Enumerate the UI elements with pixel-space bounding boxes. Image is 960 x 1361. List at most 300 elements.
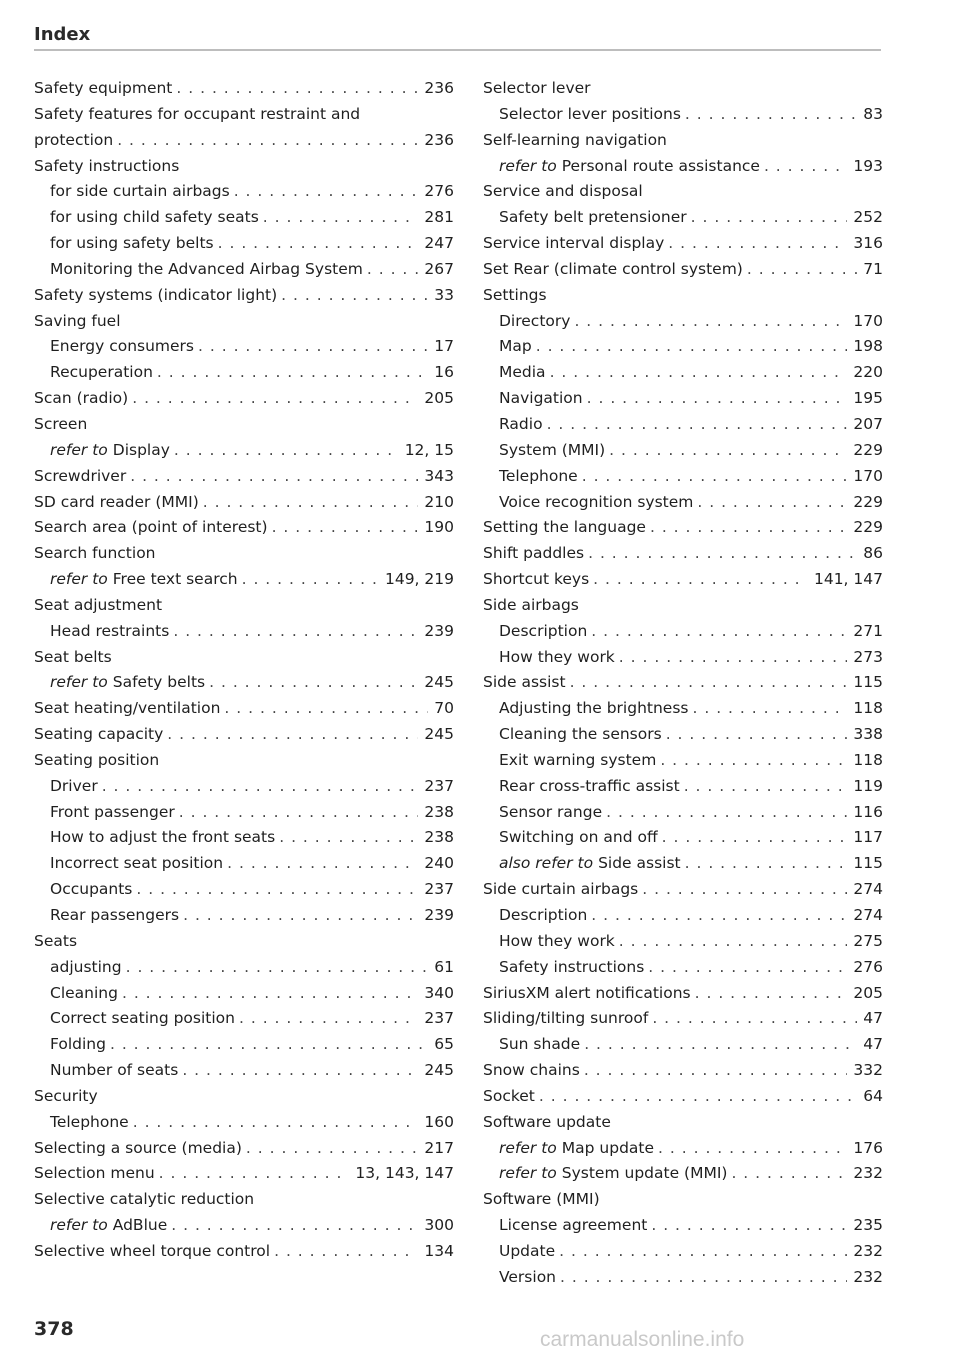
- index-entry-term: Free text search: [112, 570, 238, 589]
- index-entry-term: Seat heating/ventilation: [34, 699, 221, 718]
- dot-leader: [588, 541, 857, 567]
- index-entry-pages: 238: [424, 828, 454, 847]
- index-entry-term: Seating position: [34, 750, 160, 769]
- index-entry-reference: refer to: [499, 156, 557, 175]
- dot-leader: [570, 670, 848, 696]
- index-entry-term: Screen: [34, 414, 88, 433]
- index-entry-pages: 116: [853, 802, 883, 821]
- index-entry: [483, 696, 883, 722]
- index-entry-term: Navigation: [499, 389, 583, 408]
- dot-leader: [666, 722, 848, 748]
- index-entry: [483, 1032, 883, 1058]
- index-entry: [34, 1032, 454, 1058]
- index-entry-reference: refer to: [499, 1164, 557, 1183]
- index-entry-term: for using child safety seats: [50, 208, 259, 227]
- index-entry-term: System update (MMI): [561, 1164, 728, 1183]
- dot-leader: [279, 825, 418, 851]
- index-entry-pages: 71: [863, 259, 883, 278]
- dot-leader: [263, 205, 419, 231]
- index-entry-term: How they work: [499, 647, 615, 666]
- index-entry-term: Correct seating position: [50, 1009, 235, 1028]
- index-entry-pages: 134: [424, 1241, 454, 1260]
- index-entry-term: Sun shade: [499, 1035, 581, 1054]
- index-entry-pages: 210: [424, 492, 454, 511]
- index-entry-reference: refer to: [50, 673, 108, 692]
- index-entry: [34, 1136, 454, 1162]
- dot-leader: [133, 1110, 419, 1136]
- index-entry: [483, 490, 883, 516]
- index-entry: [34, 800, 454, 826]
- index-entry-pages: 237: [424, 776, 454, 795]
- index-entry-term: adjusting: [50, 957, 122, 976]
- watermark: carmanualsonline.info: [540, 1328, 745, 1351]
- index-entry: [34, 670, 454, 696]
- index-entry: [483, 903, 883, 929]
- index-entry-term: Socket: [483, 1086, 535, 1105]
- index-entry-term: How to adjust the front seats: [50, 828, 276, 847]
- dot-leader: [132, 386, 418, 412]
- index-entry-term: Number of seats: [50, 1061, 179, 1080]
- index-entry: [483, 76, 883, 102]
- index-entry: [34, 1110, 454, 1136]
- index-column-left: [34, 76, 454, 1265]
- index-entry: [483, 1110, 883, 1136]
- index-entry: [483, 774, 883, 800]
- index-entry: [34, 283, 454, 309]
- index-entry-pages: 118: [853, 750, 883, 769]
- index-entry: [483, 825, 883, 851]
- index-entry-pages: 205: [853, 983, 883, 1002]
- index-entry-term: Selection menu: [34, 1164, 155, 1183]
- dot-leader: [574, 309, 847, 335]
- dot-leader: [539, 1084, 857, 1110]
- index-entry: [34, 955, 454, 981]
- index-entry: [34, 825, 454, 851]
- index-entry-term: Shortcut keys: [483, 570, 590, 589]
- index-entry-term: Safety features for occupant restraint and: [34, 104, 361, 123]
- index-entry-pages: 316: [853, 234, 883, 253]
- dot-leader: [159, 1161, 350, 1187]
- index-entry-term: Map update: [561, 1138, 655, 1157]
- dot-leader: [695, 981, 848, 1007]
- index-entry-term: Settings: [483, 285, 547, 304]
- index-entry-term: Cleaning the sensors: [499, 725, 662, 744]
- index-entry-pages: 115: [853, 854, 883, 873]
- index-entry-pages: 271: [853, 621, 883, 640]
- index-entry: [483, 1265, 883, 1291]
- index-entry-pages: 237: [424, 1009, 454, 1028]
- dot-leader: [179, 800, 419, 826]
- index-entry: [34, 154, 454, 180]
- dot-leader: [203, 490, 419, 516]
- index-entry-term: Set Rear (climate control system): [483, 259, 743, 278]
- index-entry-term: Update: [499, 1241, 556, 1260]
- index-entry-term: Head restraints: [50, 621, 170, 640]
- index-entry-term: Selector lever: [483, 79, 591, 97]
- dot-leader: [587, 386, 848, 412]
- index-entry-term: Setting the language: [483, 518, 646, 537]
- dot-leader: [619, 929, 848, 955]
- index-entry-term: Voice recognition system: [499, 492, 694, 511]
- dot-leader: [227, 851, 418, 877]
- index-entry-term: Safety equipment: [34, 79, 173, 97]
- index-entry: [34, 179, 454, 205]
- dot-leader: [198, 334, 428, 360]
- dot-leader: [692, 696, 847, 722]
- index-entry-term: Monitoring the Advanced Airbag System: [50, 259, 363, 278]
- index-entry-term: Selector lever positions: [499, 104, 681, 123]
- index-entry-term: Media: [499, 363, 546, 382]
- index-entry: [483, 929, 883, 955]
- index-entry: [483, 386, 883, 412]
- index-entry-pages: 274: [853, 880, 883, 899]
- dot-leader: [182, 1058, 418, 1084]
- index-entry-term: AdBlue: [112, 1216, 168, 1235]
- dot-leader: [582, 464, 848, 490]
- index-entry-pages: 245: [424, 725, 454, 744]
- index-entry-term: Selective wheel torque control: [34, 1241, 271, 1260]
- index-entry-term: Safety instructions: [499, 957, 645, 976]
- index-entry: [483, 128, 883, 154]
- dot-leader: [591, 903, 847, 929]
- index-entry-term: Seats: [34, 931, 78, 950]
- index-entry-term: Software update: [483, 1112, 611, 1131]
- dot-leader: [174, 438, 399, 464]
- index-entry: [34, 619, 454, 645]
- index-entry: [34, 903, 454, 929]
- index-entry-term: Cleaning: [50, 983, 118, 1002]
- index-entry: [483, 1006, 883, 1032]
- index-entry: [34, 851, 454, 877]
- index-entry-reference: refer to: [50, 440, 108, 459]
- dot-leader: [122, 981, 418, 1007]
- index-entry-term: Energy consumers: [50, 337, 195, 356]
- index-entry-term: Sensor range: [499, 802, 603, 821]
- index-entry-pages: 239: [424, 906, 454, 924]
- index-entry: [34, 1084, 454, 1110]
- dot-leader: [218, 231, 419, 257]
- index-entry-pages: 195: [853, 389, 883, 408]
- index-entry-term: Safety belt pretensioner: [499, 208, 687, 227]
- dot-leader: [367, 257, 419, 283]
- index-entry: [483, 464, 883, 490]
- dot-leader: [242, 567, 379, 593]
- dot-leader: [559, 1239, 847, 1265]
- index-entry-term: protection: [34, 130, 114, 149]
- index-entry: [483, 309, 883, 335]
- index-entry: [483, 1187, 883, 1213]
- index-entry: [34, 1213, 454, 1239]
- dot-leader: [117, 128, 418, 154]
- index-entry-pages: 267: [424, 259, 454, 278]
- index-entry-term: Folding: [50, 1035, 106, 1054]
- index-entry: [483, 1161, 883, 1187]
- index-entry-pages: 118: [853, 699, 883, 718]
- index-entry-pages: 86: [863, 544, 883, 563]
- index-entry-pages: 65: [434, 1035, 454, 1054]
- index-entry-term: Safety belts: [112, 673, 206, 692]
- dot-leader: [685, 102, 857, 128]
- index-entry: [483, 1058, 883, 1084]
- index-entry-term: Directory: [499, 311, 571, 330]
- index-entry-term: Safety instructions: [34, 156, 180, 175]
- dot-leader: [136, 877, 418, 903]
- index-entry: [483, 670, 883, 696]
- index-entry-pages: 238: [424, 802, 454, 821]
- index-entry: [34, 412, 454, 438]
- dot-leader: [246, 1136, 418, 1162]
- index-entry-term: Display: [112, 440, 170, 459]
- index-entry-term: Service and disposal: [483, 182, 643, 201]
- index-entry-pages: 236: [424, 79, 454, 97]
- index-entry: [483, 748, 883, 774]
- dot-leader: [130, 464, 418, 490]
- dot-leader: [619, 645, 848, 671]
- index-entry: [483, 541, 883, 567]
- page-header-title: Index: [34, 24, 91, 45]
- index-entry-pages: 332: [853, 1061, 883, 1080]
- index-entry: [34, 231, 454, 257]
- dot-leader: [650, 515, 847, 541]
- index-entry-term: Side airbags: [483, 595, 579, 614]
- index-entry-pages: 117: [853, 828, 883, 847]
- index-entry-pages: 245: [424, 1061, 454, 1080]
- index-entry-term: Service interval display: [483, 234, 665, 253]
- index-entry: [483, 1239, 883, 1265]
- index-entry-pages: 275: [853, 931, 883, 950]
- index-entry: [34, 515, 454, 541]
- index-entry-pages: 229: [853, 492, 883, 511]
- index-entry: [34, 205, 454, 231]
- index-entry-reference: refer to: [50, 570, 108, 589]
- index-entry-term: Snow chains: [483, 1061, 580, 1080]
- index-entry-pages: 220: [853, 363, 883, 382]
- dot-leader: [239, 1006, 418, 1032]
- index-entry: [483, 877, 883, 903]
- index-entry-term: Incorrect seat position: [50, 854, 224, 873]
- dot-leader: [684, 774, 848, 800]
- index-entry: [34, 309, 454, 335]
- index-entry-term: Sliding/tilting sunroof: [483, 1009, 649, 1028]
- index-entry-term: Occupants: [50, 880, 133, 899]
- index-entry-pages: 340: [424, 983, 454, 1002]
- index-entry-term: for using safety belts: [50, 234, 214, 253]
- dot-leader: [691, 205, 848, 231]
- index-entry: [34, 257, 454, 283]
- index-entry: [34, 748, 454, 774]
- index-entry-pages: 47: [863, 1009, 883, 1028]
- index-entry: [34, 128, 454, 154]
- dot-leader: [764, 154, 847, 180]
- index-entry-pages: 207: [853, 414, 883, 433]
- dot-leader: [584, 1058, 848, 1084]
- index-entry: [34, 929, 454, 955]
- index-entry: [34, 334, 454, 360]
- index-entry-pages: 232: [853, 1241, 883, 1260]
- index-entry-pages: 33: [434, 285, 454, 304]
- index-entry-pages: 240: [424, 854, 454, 873]
- index-entry-pages: 170: [853, 466, 883, 485]
- index-entry-pages: 232: [853, 1164, 883, 1183]
- index-entry: [483, 334, 883, 360]
- index-entry-pages: 217: [424, 1138, 454, 1157]
- index-entry-term: Safety systems (indicator light): [34, 285, 278, 304]
- index-entry: [34, 1187, 454, 1213]
- dot-leader: [662, 825, 848, 851]
- index-entry-term: Driver: [50, 776, 98, 795]
- index-entry-pages: 343: [424, 466, 454, 485]
- index-entry: [483, 438, 883, 464]
- index-entry-term: Personal route assistance: [561, 156, 760, 175]
- index-entry-term: SiriusXM alert notifications: [483, 983, 691, 1002]
- dot-leader: [697, 490, 847, 516]
- index-entry-pages: 247: [424, 234, 454, 253]
- dot-leader: [102, 774, 419, 800]
- index-entry-pages: 141, 147: [813, 570, 883, 589]
- index-entry-pages: 235: [853, 1216, 883, 1235]
- index-entry-term: Exit warning system: [499, 750, 657, 769]
- index-entry-term: System (MMI): [499, 440, 606, 459]
- index-entry-term: Map: [499, 337, 532, 356]
- index-entry-pages: 119: [853, 776, 883, 795]
- index-entry-pages: 149, 219: [384, 570, 454, 589]
- index-entry-pages: 47: [863, 1035, 883, 1054]
- index-entry-reference: also refer to: [499, 854, 594, 873]
- index-entry-pages: 239: [424, 621, 454, 640]
- dot-leader: [648, 955, 847, 981]
- dot-leader: [660, 748, 847, 774]
- index-entry-term: Saving fuel: [34, 311, 121, 330]
- index-entry: [34, 1058, 454, 1084]
- index-entry-pages: 115: [853, 673, 883, 692]
- index-entry: [34, 360, 454, 386]
- dot-leader: [281, 283, 428, 309]
- index-column-right: [483, 76, 883, 1291]
- dot-leader: [167, 722, 418, 748]
- dot-leader: [157, 360, 428, 386]
- index-entry: [34, 774, 454, 800]
- index-entry-pages: 190: [424, 518, 454, 537]
- index-entry-pages: 237: [424, 880, 454, 899]
- index-entry-pages: 338: [853, 725, 883, 744]
- dot-leader: [536, 334, 848, 360]
- index-entry: [34, 567, 454, 593]
- index-entry-term: Selecting a source (media): [34, 1138, 242, 1157]
- index-entry-term: Search area (point of interest): [34, 518, 268, 537]
- dot-leader: [606, 800, 847, 826]
- index-entry: [483, 231, 883, 257]
- index-entry-term: Screwdriver: [34, 466, 127, 485]
- index-entry-term: Side assist: [598, 854, 681, 873]
- dot-leader: [747, 257, 857, 283]
- dot-leader: [126, 955, 429, 981]
- index-entry-term: SD card reader (MMI): [34, 492, 199, 511]
- index-entry: [483, 567, 883, 593]
- index-entry: [483, 360, 883, 386]
- index-entry-term: Description: [499, 621, 588, 640]
- dot-leader: [272, 515, 419, 541]
- dot-leader: [560, 1265, 847, 1291]
- index-entry-pages: 70: [434, 699, 454, 718]
- dot-leader: [652, 1006, 857, 1032]
- dot-leader: [550, 360, 848, 386]
- dot-leader: [731, 1161, 847, 1187]
- index-entry: [483, 955, 883, 981]
- index-entry-pages: 273: [853, 647, 883, 666]
- index-entry-term: Seat belts: [34, 647, 112, 666]
- index-entry: [34, 696, 454, 722]
- index-entry-pages: 64: [863, 1086, 883, 1105]
- index-entry-term: Telephone: [499, 466, 578, 485]
- index-entry: [483, 154, 883, 180]
- index-entry: [34, 722, 454, 748]
- index-entry-term: Telephone: [50, 1112, 129, 1131]
- index-entry-pages: 61: [434, 957, 454, 976]
- index-entry-term: Side curtain airbags: [483, 880, 639, 899]
- index-entry-pages: 12, 15: [404, 440, 454, 459]
- index-entry: [483, 851, 883, 877]
- dot-leader: [685, 851, 848, 877]
- index-entry-term: Version: [499, 1267, 556, 1286]
- index-entry: [483, 800, 883, 826]
- index-entry-pages: 229: [853, 440, 883, 459]
- dot-leader: [176, 76, 418, 102]
- index-entry: [483, 593, 883, 619]
- index-entry: [34, 541, 454, 567]
- index-entry-term: License agreement: [499, 1216, 648, 1235]
- index-entry-pages: 252: [853, 208, 883, 227]
- index-entry: [34, 645, 454, 671]
- index-entry: [483, 722, 883, 748]
- index-entry-term: Shift paddles: [483, 544, 585, 563]
- index-entry-term: Switching on and off: [499, 828, 658, 847]
- dot-leader: [183, 903, 418, 929]
- index-entry: [483, 205, 883, 231]
- index-entry: [483, 1213, 883, 1239]
- index-entry: [483, 619, 883, 645]
- index-entry-pages: 170: [853, 311, 883, 330]
- dot-leader: [274, 1239, 418, 1265]
- index-entry: [483, 257, 883, 283]
- index-entry-pages: 160: [424, 1112, 454, 1131]
- dot-leader: [593, 567, 808, 593]
- dot-leader: [173, 619, 418, 645]
- index-entry-term: Self-learning navigation: [483, 130, 667, 149]
- index-entry: [483, 981, 883, 1007]
- index-entry-pages: 245: [424, 673, 454, 692]
- index-entry-reference: refer to: [50, 1216, 108, 1235]
- index-entry-term: Seating capacity: [34, 725, 164, 744]
- index-entry-term: Software (MMI): [483, 1190, 600, 1209]
- index-entry: [34, 1161, 454, 1187]
- index-entry-pages: 236: [424, 130, 454, 149]
- index-entry-pages: 193: [853, 156, 883, 175]
- index-entry-pages: 198: [853, 337, 883, 356]
- dot-leader: [658, 1136, 847, 1162]
- index-entry-pages: 281: [424, 208, 454, 227]
- index-entry-term: for side curtain airbags: [50, 182, 230, 201]
- dot-leader: [642, 877, 847, 903]
- index-entry: [34, 877, 454, 903]
- header-divider: [34, 49, 881, 51]
- index-entry: [483, 412, 883, 438]
- index-entry: [34, 464, 454, 490]
- dot-leader: [110, 1032, 428, 1058]
- index-entry-term: Radio: [499, 414, 543, 433]
- index-entry-term: Rear passengers: [50, 906, 180, 924]
- index-entry-pages: 205: [424, 389, 454, 408]
- index-entry-term: Search function: [34, 544, 156, 563]
